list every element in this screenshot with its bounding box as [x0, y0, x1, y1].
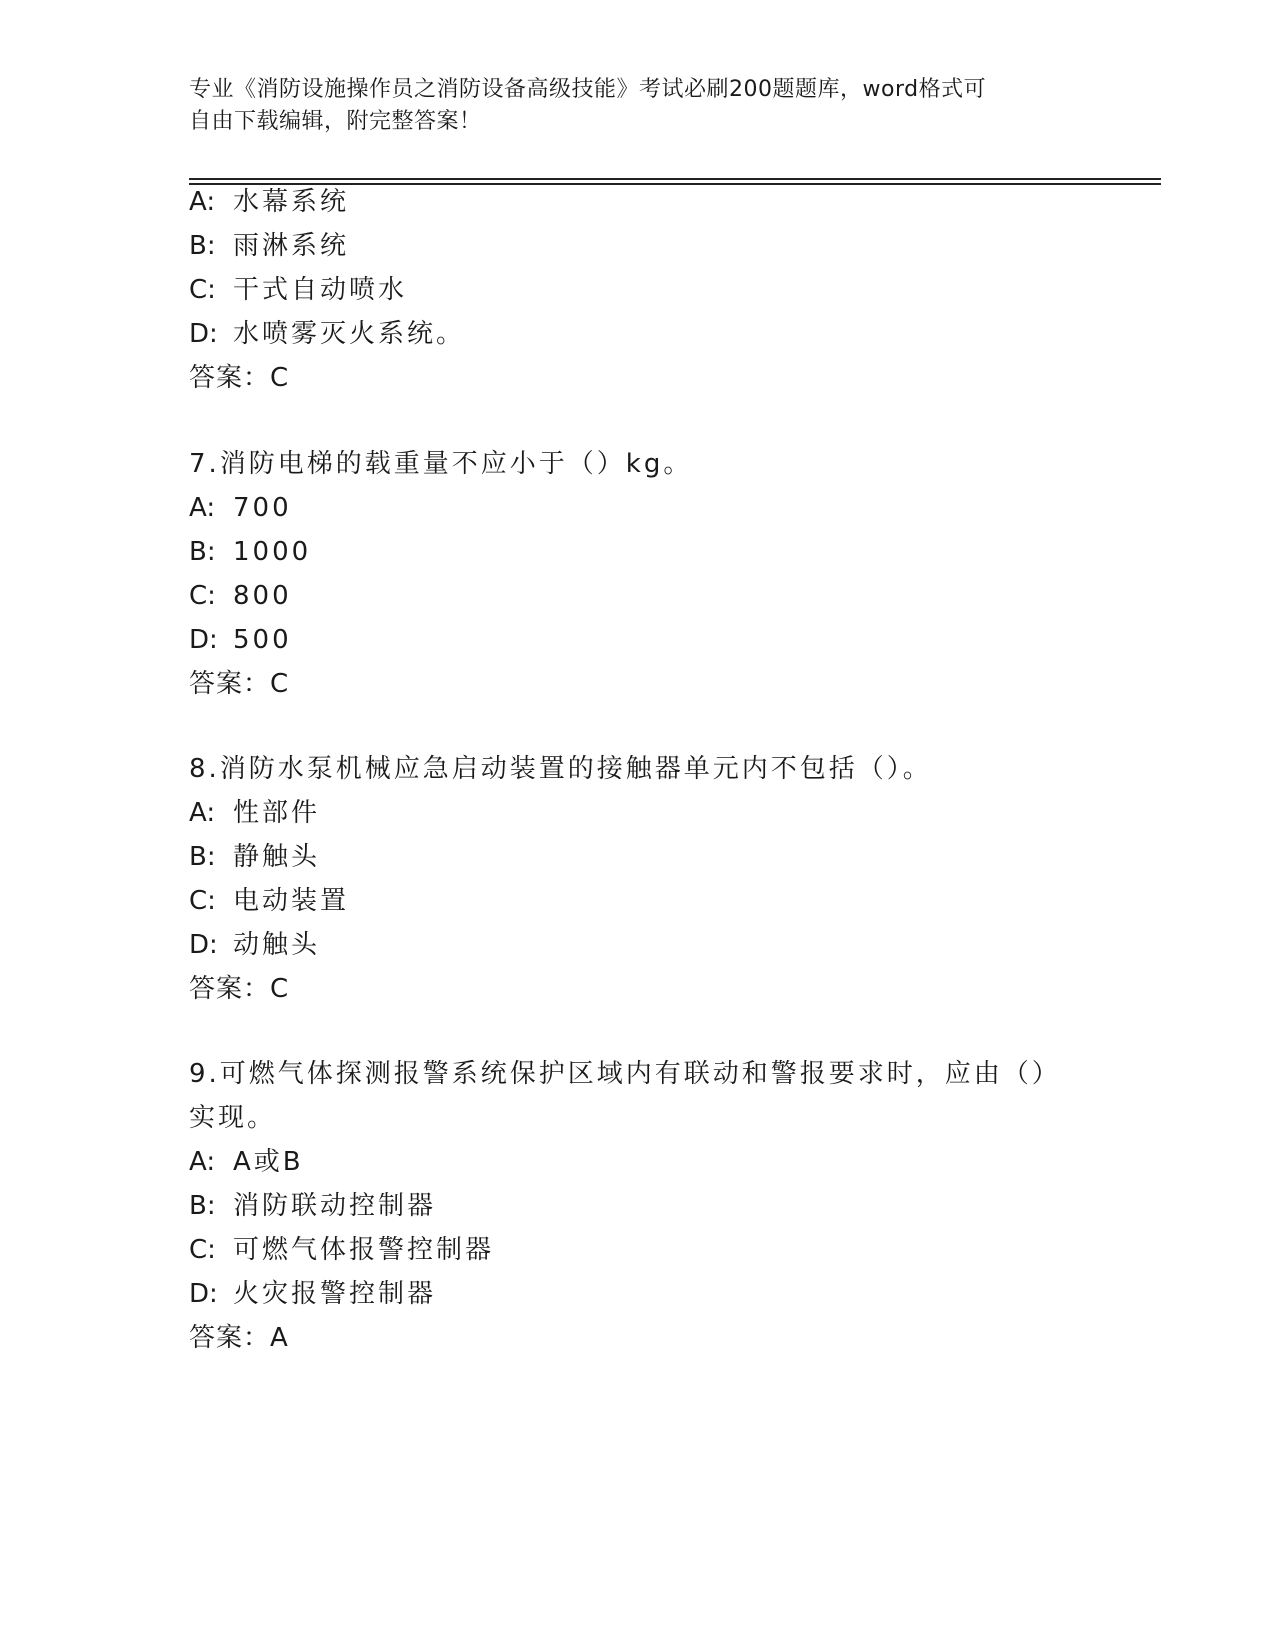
q7-answer: 答案：C: [189, 669, 290, 699]
q8-answer: 答案：C: [189, 974, 290, 1004]
option-letter: A:: [189, 798, 216, 828]
q9-option-d: [189, 1278, 436, 1310]
q6-option-b: [189, 230, 349, 262]
option-letter: D:: [189, 319, 218, 349]
q7-option-a: [189, 492, 292, 524]
q6-option-a: [189, 186, 349, 218]
option-text: 静触头: [233, 842, 321, 872]
option-text: 动触头: [233, 930, 321, 960]
header-line-2: 自由下载编辑，附完整答案！: [189, 109, 482, 134]
option-letter: A:: [189, 1147, 216, 1177]
q9-option-b: [189, 1190, 436, 1222]
q8-option-c: [189, 885, 349, 917]
q8-question: 8.消防水泵机械应急启动装置的接触器单元内不包括（）。: [189, 754, 932, 784]
q9-answer: 答案：A: [189, 1323, 289, 1353]
option-letter: B:: [189, 1191, 216, 1221]
option-letter: C:: [189, 1235, 216, 1265]
header-rule-top: [189, 178, 1161, 180]
option-text: A或B: [233, 1147, 304, 1177]
option-text: 500: [233, 625, 292, 655]
option-text: 水喷雾灭火系统。: [233, 319, 466, 349]
option-letter: C:: [189, 581, 216, 611]
q8-option-b: [189, 841, 320, 873]
header-line-1: 专业《消防设施操作员之消防设备高级技能》考试必刷200题题库，word格式可: [189, 77, 987, 102]
option-letter: C:: [189, 886, 216, 916]
option-text: 消防联动控制器: [233, 1191, 437, 1221]
document-header: [189, 74, 1069, 138]
q6-option-d: [189, 318, 465, 350]
option-letter: B:: [189, 231, 216, 261]
option-letter: C:: [189, 275, 216, 305]
q9-question-line-2: 实现。: [189, 1103, 277, 1133]
q7-option-d: [189, 624, 292, 656]
option-text: 火灾报警控制器: [233, 1279, 437, 1309]
option-letter: A:: [189, 187, 216, 217]
option-letter: D:: [189, 625, 218, 655]
option-text: 可燃气体报警控制器: [233, 1235, 495, 1265]
option-text: 水幕系统: [233, 187, 350, 217]
header-rule-bottom: [189, 183, 1161, 185]
q8-option-a: [189, 797, 320, 829]
q8-option-d: [189, 929, 320, 961]
q9-option-a: [189, 1146, 304, 1178]
option-letter: D:: [189, 1279, 218, 1309]
option-text: 800: [233, 581, 292, 611]
q7-option-c: [189, 580, 292, 612]
option-text: 电动装置: [233, 886, 350, 916]
option-text: 1000: [233, 537, 312, 567]
q7-option-b: [189, 536, 311, 568]
option-letter: B:: [189, 842, 216, 872]
q6-answer: 答案：C: [189, 363, 290, 393]
q6-option-c: [189, 274, 407, 306]
q9-question-line-1: 9.可燃气体探测报警系统保护区域内有联动和警报要求时，应由（）: [189, 1059, 1061, 1089]
q7-question: 7.消防电梯的载重量不应小于（）kg。: [189, 449, 693, 479]
option-text: 雨淋系统: [233, 231, 350, 261]
option-letter: B:: [189, 537, 216, 567]
q9-option-c: [189, 1234, 494, 1266]
option-letter: A:: [189, 493, 216, 523]
option-text: 性部件: [233, 798, 321, 828]
option-text: 700: [233, 493, 292, 523]
option-text: 干式自动喷水: [233, 275, 408, 305]
option-letter: D:: [189, 930, 218, 960]
